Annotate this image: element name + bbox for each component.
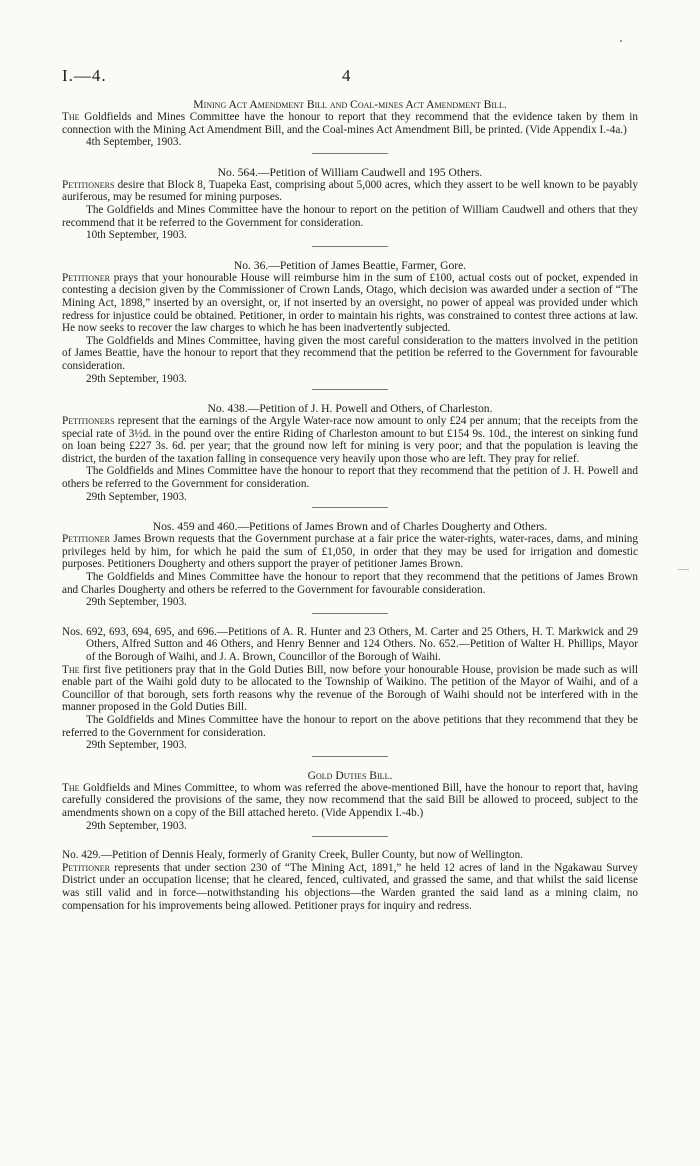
report-date: 29th September, 1903.: [86, 819, 187, 832]
section-heading: No. 429.—Petition of Dennis Healy, formerly of Granity Creek, Buller County, but now of Wellington.: [62, 849, 524, 862]
report-date: 29th September, 1903.: [86, 490, 187, 503]
report-section: [62, 769, 638, 837]
section-heading: Gold Duties Bill.: [307, 768, 393, 782]
committee-paragraph: The Goldfields and Mines Committee have the honour to report on the petition of William Caudwell and others that they recommend that it be referred to the Government for consideration.: [62, 203, 638, 229]
section-divider: [312, 246, 388, 247]
section-divider: [312, 613, 388, 614]
committee-paragraph: The Goldfields and Mines Committee have the honour to report that they recommend that the petitions of James Brown and Charles Dougherty and others be referred to the Government for favourable consideration.: [62, 571, 638, 596]
section-heading: Mining Act Amendment Bill and Coal-mines Act Amendment Bill.: [193, 98, 507, 111]
report-date: 29th September, 1903.: [86, 372, 187, 385]
section-divider: [312, 756, 388, 757]
section-heading: No. 438.—Petition of J. H. Powell and Others, of Charleston.: [207, 402, 493, 416]
report-date: 10th September, 1903.: [86, 229, 187, 242]
petition-section: [62, 259, 638, 390]
page-header: [62, 66, 638, 88]
section-divider: [312, 389, 388, 390]
section-divider: [312, 507, 388, 508]
petition-paragraph: Petitioner represents that under section 230 of “The Mining Act, 1891,” he held 12 acres of land in the Ngakawau Survey District under an occupation license; that he cleared, fenced, cultivated, and grassed the same, and that whilst the said license was still valid and in force—notwithstanding his objections—the Warden granted the said land as a mining claim, no compensation for his improvements being allowed. Petitioner prays for inquiry and redress.: [62, 861, 638, 912]
petition-paragraph: Petitioner prays that your honourable House will reimburse him in the sum of £100, actual costs out of pocket, expended in contesting a decision given by the Commissioner of Crown Lands, Otago, which decision was awarded under a section of “The Mining Act, 1898,” inserted by an oversight, or, if not inserted by an oversight, no power of appeal was provided under which redress for injustice could be obtained. Petitioner, in order to maintain his rights, was constrained to contest three actions at law. He now seeks to recover the law charges to which he has been inadvertently subjected.: [62, 271, 638, 335]
section-divider: [312, 836, 388, 837]
scan-speck: [620, 40, 622, 42]
margin-mark: —: [678, 563, 689, 575]
petition-section: [62, 166, 638, 247]
petition-section: [62, 520, 638, 614]
section-heading: Nos. 692, 693, 694, 695, and 696.—Petitions of A. R. Hunter and 23 Others, M. Carter and 25 Others, H. T. Markwick and 29 Others, Alfred Sutton and 46 Others, and Henry Benner and 124 Others. No. 652.—Petition of Walter H. Phillips, Mayor of the Borough of Waihi, and J. A. Brown, Councillor of the Borough of Waihi.: [62, 625, 638, 663]
paper-reference: I.—4.: [62, 66, 107, 85]
petition-section: [62, 402, 638, 508]
committee-paragraph: The Goldfields and Mines Committee, having given the most careful consideration to the matters involved in the petition of James Beattie, have the honour to report that they recommend that the petition be referred to the Government for favourable consideration.: [62, 334, 638, 372]
page-number: 4: [342, 66, 351, 85]
petition-section: [62, 849, 638, 912]
report-paragraph: The Goldfields and Mines Committee have the honour to report that they recommend that the evidence taken by them in connection with the Mining Act Amendment Bill, and the Coal-mines Act Amendment Bill, be printed. (Vide Appendix I.-4a.): [62, 111, 638, 136]
committee-paragraph: The Goldfields and Mines Committee have the honour to report that they recommend that the petition of J. H. Powell and others be referred to the Government for consideration.: [62, 465, 638, 491]
petition-paragraph: Petitioner James Brown requests that the Government purchase at a fair price the water-rights, water-races, dams, and mining privileges held by him, for which he paid the sum of £1,050, in order that they may be used for irrigation and domestic purposes. Petitioners Dougherty and others support the prayer of petitioner James Brown.: [62, 533, 638, 571]
section-heading: No. 564.—Petition of William Caudwell and 195 Others.: [217, 165, 483, 179]
petition-paragraph: Petitioners desire that Block 8, Tuapeka East, comprising about 5,000 acres, which they assert to be well known to be payably auriferous, may be resumed for mining purposes.: [62, 178, 638, 204]
document-page: [62, 66, 638, 912]
section-divider: [312, 153, 388, 154]
section-heading: Nos. 459 and 460.—Petitions of James Brown and of Charles Dougherty and Others.: [152, 520, 548, 534]
report-section: [62, 98, 638, 154]
report-paragraph: The Goldfields and Mines Committee, to whom was referred the above-mentioned Bill, have the honour to report that, having carefully considered the provisions of the same, they now recommend that the said Bill be allowed to proceed, subject to the amendments shown on a copy of the Bill attached hereto. (Vide Appendix I.-4b.): [62, 781, 638, 819]
report-date: 4th September, 1903.: [86, 136, 182, 149]
petition-section: [62, 626, 638, 757]
committee-paragraph: The Goldfields and Mines Committee have the honour to report on the above petitions that they recommend that they be referred to the Government for consideration.: [62, 713, 638, 739]
report-date: 29th September, 1903.: [86, 596, 187, 609]
petition-paragraph: Petitioners represent that the earnings of the Argyle Water-race now amount to only £24 per annum; that the receipts from the special rate of 3½d. in the pound over the entire Riding of Charleston amount to but £154 9s. 10d., the interest on sinking fund on loan being £227 3s. 6d. per year; that the ground now left for mining is very poor; and that the population is leaving the district, the burden of the taxation falling in consequence very heavily upon those who are left. They pray for relief.: [62, 415, 638, 465]
report-date: 29th September, 1903.: [86, 739, 187, 752]
section-heading: No. 36.—Petition of James Beattie, Farmer, Gore.: [233, 258, 467, 272]
petition-paragraph: The first five petitioners pray that in the Gold Duties Bill, now before your honourable House, provision be made such as will enable part of the Waihi gold duty to be allocated to the Township of Waikino. The petition of the Mayor of Waihi, and of a Councillor of that borough, sets forth reasons why the revenue of the Borough of Waihi should not be interfered with in the manner proposed in the Gold Duties Bill.: [62, 663, 638, 714]
